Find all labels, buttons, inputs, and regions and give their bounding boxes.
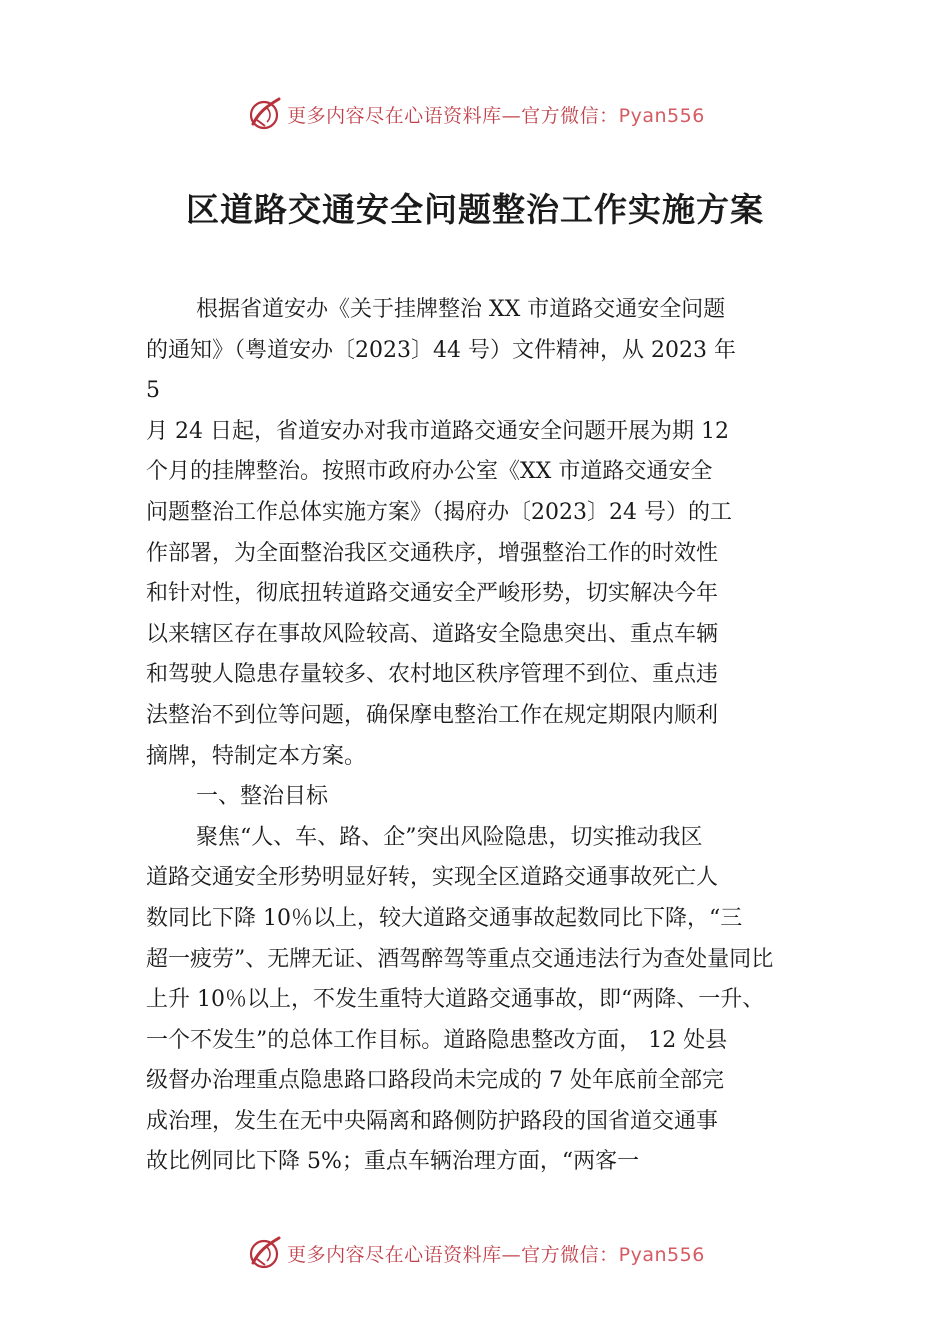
wechat-id: Pyan556 bbox=[618, 104, 705, 127]
paragraph-line: 5 bbox=[146, 378, 160, 404]
document-body bbox=[146, 290, 816, 1183]
paragraph-line: 和针对性，彻底扭转道路交通安全严峻形势，切实解决今年 bbox=[146, 581, 719, 607]
paragraph-line: 一个不发生”的总体工作目标。道路隐患整改方面， 12 处县 bbox=[146, 1027, 728, 1053]
paragraph-line: 问题整治工作总体实施方案》（揭府办〔2023〕24 号）的工 bbox=[146, 499, 732, 525]
wechat-id: Pyan556 bbox=[618, 1243, 705, 1266]
header-banner bbox=[0, 94, 950, 134]
paragraph-line: 根据省道安办《关于挂牌整治 XX 市道路交通安全问题 bbox=[196, 297, 726, 322]
footer-banner bbox=[0, 1233, 950, 1273]
paragraph-line: 道路交通安全形势明显好转，实现全区道路交通事故死亡人 bbox=[146, 865, 719, 891]
paragraph-line: 级督办治理重点隐患路口路段尚未完成的 7 处年底前全部完 bbox=[146, 1068, 724, 1094]
paragraph-line: 和驾驶人隐患存量较多、农村地区秩序管理不到位、重点违 bbox=[146, 662, 719, 688]
paragraph-line: 超一疲劳”、无牌无证、酒驾醉驾等重点交通违法行为查处量同比 bbox=[146, 946, 774, 972]
pen-scroll-logo-icon bbox=[245, 1233, 285, 1273]
paragraph-line: 个月的挂牌整治。按照市政府办公室《XX 市道路交通安全 bbox=[146, 459, 713, 485]
paragraph-line: 聚焦“人、车、路、企”突出风险隐患，切实推动我区 bbox=[196, 824, 703, 850]
paragraph-line: 法整治不到位等问题，确保摩电整治工作在规定期限内顺利 bbox=[146, 702, 719, 728]
paragraph-line: 摘牌，特制定本方案。 bbox=[146, 743, 367, 769]
banner-text: 更多内容尽在心语资料库—官方微信：Pyan556 bbox=[287, 1243, 705, 1266]
paragraph-line: 作部署，为全面整治我区交通秩序，增强整治工作的时效性 bbox=[146, 540, 719, 566]
document-title: 区道路交通安全问题整治工作实施方案 bbox=[186, 190, 764, 229]
paragraph-line: 上升 10％以上，不发生重特大道路交通事故，即“两降、一升、 bbox=[146, 987, 765, 1013]
section-heading: 一、整治目标 bbox=[196, 784, 329, 810]
paragraph-line: 数同比下降 10％以上，较大道路交通事故起数同比下降，“三 bbox=[146, 905, 743, 931]
banner-text: 更多内容尽在心语资料库—官方微信：Pyan556 bbox=[287, 104, 705, 127]
pen-scroll-logo-icon bbox=[245, 94, 285, 134]
paragraph-line: 月 24 日起，省道安办对我市道路交通安全问题开展为期 12 bbox=[146, 418, 729, 444]
paragraph-line: 以来辖区存在事故风险较高、道路安全隐患突出、重点车辆 bbox=[146, 621, 719, 647]
paragraph-line: 故比例同比下降 5%；重点车辆治理方面，“两客一 bbox=[146, 1149, 640, 1175]
paragraph-line: 成治理，发生在无中央隔离和路侧防护路段的国省道交通事 bbox=[146, 1108, 719, 1134]
paragraph-line: 的通知》（粤道安办〔2023〕44 号）文件精神，从 2023 年 bbox=[146, 337, 736, 363]
